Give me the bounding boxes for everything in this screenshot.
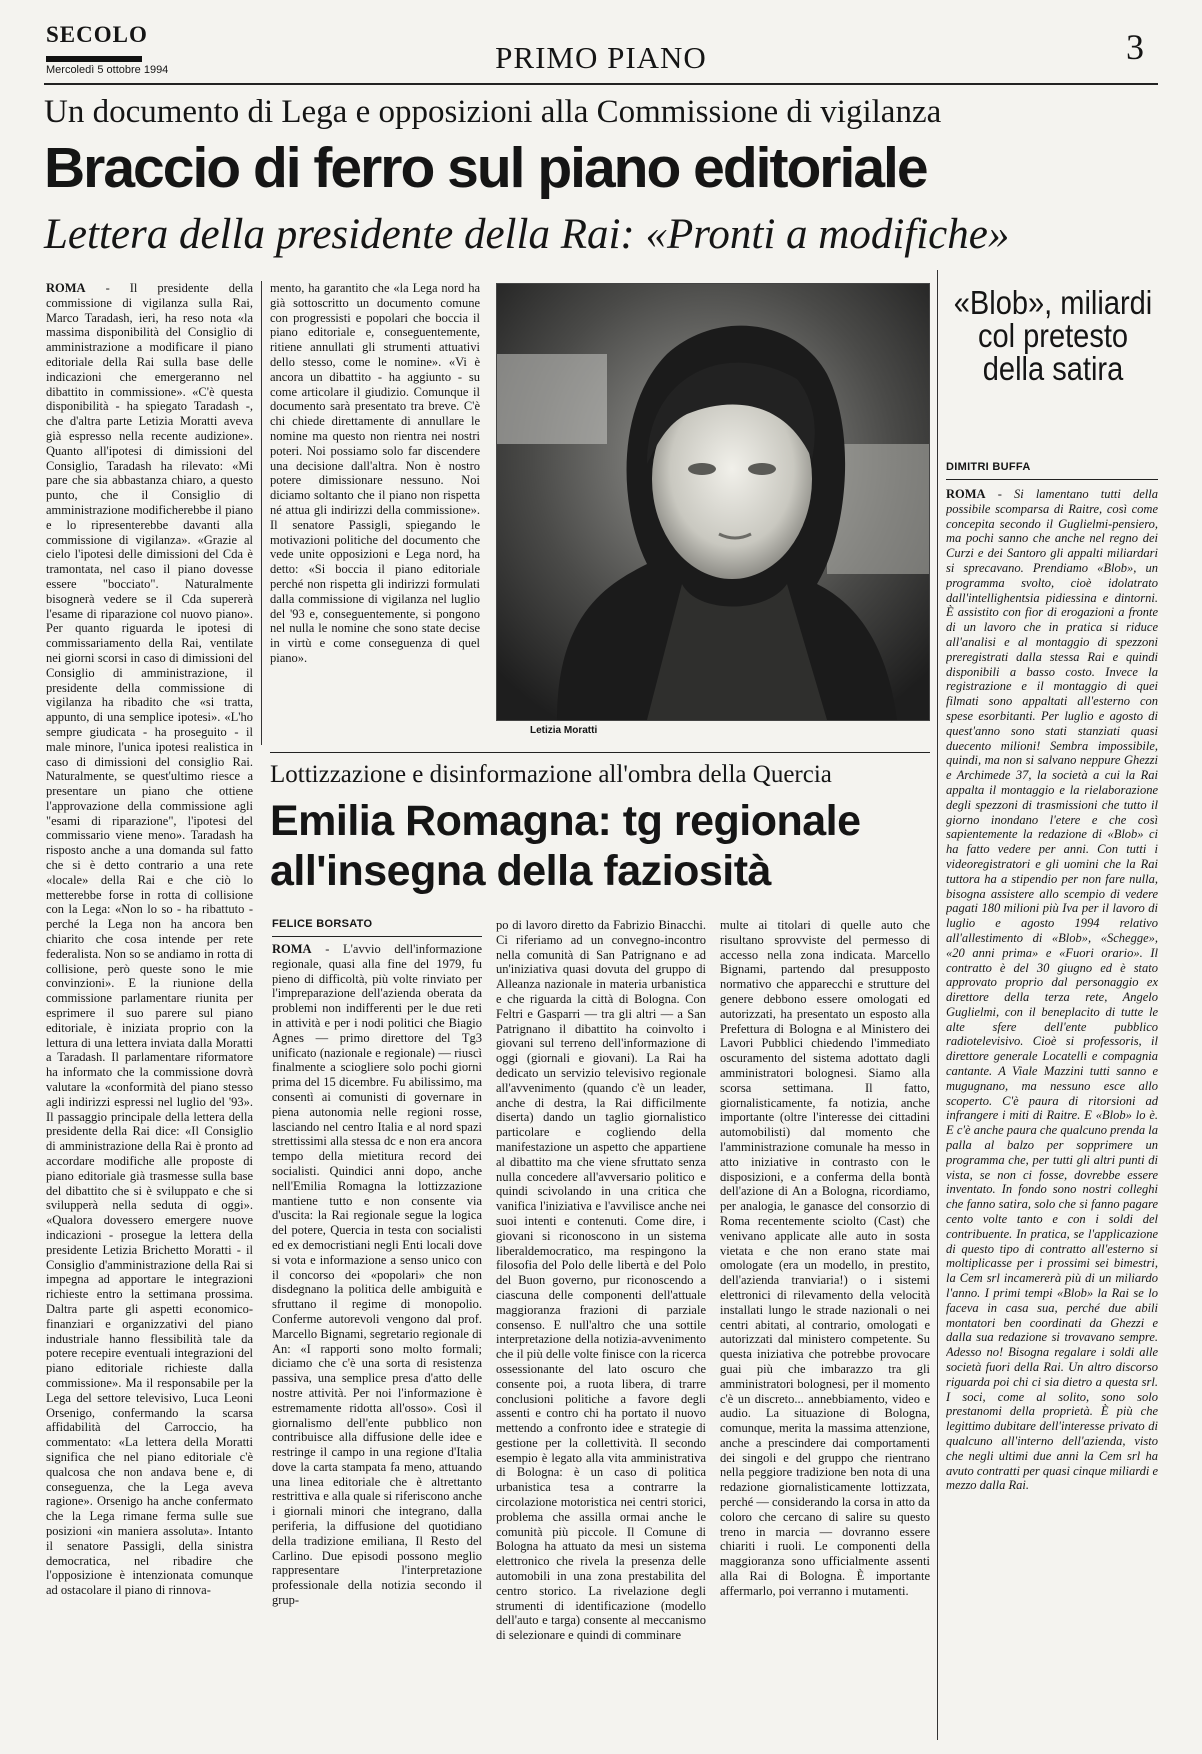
issue-date: Mercoledì 5 ottobre 1994 — [46, 64, 169, 76]
sidebar-dateline: ROMA — [946, 487, 986, 501]
second-byline: FELICE BORSATO — [272, 918, 373, 930]
second-headline: Emilia Romagna: tg regionale all'insegna della faziosità — [270, 797, 861, 895]
second-column-3 — [720, 918, 930, 1742]
main-column-2 — [270, 281, 480, 741]
second-column-1 — [272, 942, 482, 1742]
sidebar-rule — [937, 270, 938, 1740]
masthead-title: SECOLO — [46, 22, 148, 47]
sidebar-column — [946, 487, 1158, 1742]
main-column-1-text: - Il presidente della commissione di vigilanza sulla Rai, Marco Taradash, ieri, ha reso nota «la massima disponibilità del Consiglio di amministrazione a modificare il piano editoriale della Rai sulla base delle indicazioni che emergeranno nel dibattito in commissione». «C'è questa disponibilità - ha spiegato Taradash -, che d'altra parte Letizia Moratti aveva già espresso nella recente audizione». Quanto all'ipotesi di dimissioni del Consiglio, Taradash ha rilevato: «Mi pare che sia abbastanza chiaro, a questo punto, che il Consiglio di amministrazione modificherebbe il piano e lo ripresenterebbe davanti alla commissione di vigilanza». «Grazie al cielo l'ipotesi delle dimissioni del Cda è tramontata, nel caso il piano dovesse essere "bocciato". Naturalmente bisognerà vedere se il Cda supererà l'esame di riparazione col nuovo piano». Per quanto riguarda le ipotesi di commissariamento della Rai, ventilate nei giorni scorsi in caso di dimissioni del Consiglio di amministrazione, il presidente della commissione di vigilanza ha ribadito che «si tratta, appunto, di una semplice ipotesi». «L'ho sempre giudicata - ha proseguito - il male minore, l'unica ipotesi realistica in caso di dimissioni del consiglio Rai. Naturalmente, se quest'ultimo riesce a presentare un piano che ottiene l'approvazione della commissione agli "esami di riparazione", l'ipotesi del commissario viene meno». Taradash ha risposto anche a una domanda sul fatto che si è detto contrario a una rete «locale» della Rai e che ciò lo metterebbe forse in rotta di collisione con la Lega: «Non lo so - ha ribattuto - perché la Lega non ha ancora ben chiarito che cosa intende per rete federalista. Non so se andiamo in rotta di collisione, però queste sono le mie convinzioni». E la riunione della commissione parlamentare riunita per esprimere il suo parere sul piano editoriale, è iniziata proprio con la lettura di una lettera inviata dalla Moratti a Taradash. Il parlamentare riformatore ha informato che la commissione dovrà valutare la «conformità del piano stesso agli indirizzi espressi nel luglio del '93». Il passaggio principale della lettera della presidente della Rai dice: «Il Consiglio di amministrazione della Rai è pronto ad accordare modifiche alle proposte di piano editoriale già trasmesse sulla base del dibattito che si è sviluppato e che si svilupperà nella seduta di oggi». «Qualora dovessero emergere nuove indicazioni - prosegue la lettera della presidente Letizia Brichetto Moratti - il Consiglio d'amministrazione della Rai si impegna ad apportare le integrazioni richieste entro la settimana prossima. Daltra parte gli aspetti economico- finanziari e organizzativi del piano industriale hanno flessibilità tale da potere recepire eventuali integrazioni del piano editoriale richieste dalla commissione». Ma il responsabile per la Lega del settore televisivo, Luca Leoni Orsenigo, confermando la scarsa affidabilità del Carroccio, ha commentato: «La lettera della Moratti significa che nel piano editoriale c'è qualcosa che non andava bene e, di conseguenza, che la Lega aveva ragione». Orsenigo ha anche confermato che la Lega rimane ferma sulle sue posizioni «in maniera assoluta». Intanto il senatore Passigli, della sinistra democratica, nel ribadire che l'opposizione è intenzionata comunque ad ostacolare il piano di rinnova- — [46, 281, 253, 1598]
main-column-1 — [46, 281, 253, 1741]
second-kicker: Lottizzazione e disinformazione all'ombra della Quercia — [270, 761, 832, 788]
main-kicker: Un documento di Lega e opposizioni alla Commissione di vigilanza — [44, 94, 942, 130]
second-column-1-text: - L'avvio dell'informazione regionale, quasi alla fine del 1979, fu pieno di difficoltà, più volte rinviato per l'impreparazione dell'azienda oberata da problemi non indifferenti per le due reti in attività e per i nodi politici che Biagio Agnes — primo direttore del Tg3 unificato (nazionale e regionale) — riuscì finalmente a sciogliere solo pochi giorni prima del 15 dicembre. Fu abilissimo, ma consentì ai comunisti di governare in piena autonomia nelle regioni rosse, lasciando nel centro Italia e al nord spazi strettissimi alla stessa dc e non era ancora tempo della mietitura record dei socialisti. Quindici anni dopo, anche nell'Emilia Romagna la lottizzazione mantiene tutto e non consente via d'uscita: la Rai regionale segue la logica del potere, Quercia in testa con socialisti ed ex democristiani negli Enti locali dove si vota e informazione a senso unico con il concorso dei «popolari» che non disdegnano la politica delle ambiguità e sfruttano il regime di monopolio. Conferme autorevoli vengono dal prof. Marcello Bignami, segretario regionale di An: «I rapporti sono molto formali; diciamo che c'è una sorta di resistenza passiva, una semplice presa d'atto delle nostre attività. Per noi l'informazione è estremamente ridotta all'osso». Così il giornalismo dell'ente pubblico non contribuisce alla diffusione delle idee e restringe il campo in una regione d'Italia dove la carta stampata fa meno, attuando una linea editoriale che è altrettanto restrittiva e alla quale si riferiscono anche i giornali minori che integrano, dalla periferia, la diffusione del quotidiano della tradizione emiliana, Il Resto del Carlino. Due episodi possono meglio rappresentare l'interpretazione professionale della notizia secondo il grup- — [272, 942, 482, 1608]
header-rule — [44, 83, 1158, 85]
portrait-photo — [496, 283, 930, 721]
second-column-3-text: multe ai titolari di quelle auto che risultano sprovviste del permesso di accesso nella zona indicata. Marcello Bignami, partendo dal presupposto normativo che apparecchi e strutture del genere debbono essere omologati ed autorizzati, ha presentato un esposto alla Prefettura di Bologna e al Ministero dei Lavori Pubblici chiedendo l'immediato oscuramento del sistema adottato dagli amministratori bolognesi. Siamo alla scorsa settimana. Il fatto, giornalisticamente, fa notizia, anche importante (oltre l'interesse dei cittadini automobilisti) dal momento che l'amministrazione comunale ha messo in atto iniziative in contrasto con le disposizioni, e a conferma della bontà dell'azione di An a Bologna, ricordiamo, per analogia, le ganasce del consorzio di Roma recentemente sciolto (Cast) che venivano applicate alle auto in sosta vietata e che non erano state mai omologate (era un modello, in prestito, dell'azienda tranviaria!) o i sistemi elettronici di rilevamento della velocità installati lungo le strade nazionali o nei centri abitati, al contrario, omologati e autorizzati dal ministero competente. Su questa iniziativa che potrebbe provocare guai più che imbarazzo tra gli amministratori bolognesi, per il momento c'è un discreto... annebbiamento, video e audio. La situazione di Bologna, comunque, merita la massima attenzione, anche a prescindere dai comportamenti dei singoli e del gruppo che rientrano nella peggiore tradizione ben nota di una redazione giornalisticamente lottizzata, perché — considerando la corsa in atto da coloro che cercano di salire su questo treno in marcia — dovranno essere chiariti i ruoli. Le componenti della maggioranza sono ufficialmente assenti alla Rai di Bologna. È importante affermarlo, poi verranno i mutamenti. — [720, 918, 930, 1598]
photo-caption: Letizia Moratti — [530, 725, 598, 736]
second-column-2 — [496, 918, 706, 1742]
sidebar-text: - Si lamentano tutti della possibile scomparsa di Raitre, così come concepita secondo il Guglielmi-pensiero, ma pochi sanno che anche nel regno dei Curzi e dei Santoro gli appalti miliardari si sprecavano. Prendiamo «Blob», un programma svolto, cioè idolatrato dall'intellighentsia pidiessina e dintorni. È assistito con fior di erogazioni a fronte di un lavoro che in pratica si riduce all'analisi e al montaggio di spezzoni preregistrati dalla stessa Rai e quindi disponibili a basso costo. Invece la registrazione e il montaggio di quei filmati sono appaltati all'esterno con spese esorbitanti. Per luglio e agosto di quest'anno sono stati stanziati quasi duecento milioni! Sembra impossibile, quindi, ma non si salvano neppure Ghezzi e Archimede 37, la società a cui la Rai appalta il montaggio e la rielaborazione degli spezzoni di trasmissioni che tutto il giorno inondano l'etere e che così sapientemente la redazione di «Blob» ci ha fatto vedere per anni. Con tutti i videoregistratori e gli uomini che la Rai tuttora ha a stipendio per non fare nulla, bisogna assistere allo scempio di vedere pagati 180 milioni più Iva per il lavoro di luglio e agosto 1994 relativo all'allestimento di «Blob», «Schegge», «20 anni prima» e «Fuori orario». Il contratto è del 30 giugno ed è stato approvato proprio dal personaggio ex direttore della terza rete, Angelo Guglielmi, con il beneplacito di tutte le alte sfere dell'ente pubblico radiotelevisivo. Cioè si professoris, il direttore generale Locatelli e compagnia cantante. A Viale Mazzini tutti sanno e mugugnano, ma nessuno esce allo scoperto. C'è paura di ritorsioni ad infrangere i miti di Raitre. E «Blob» lo è. E c'è anche paura che qualcuno prenda la palla al balzo per sopprimere un programma che, per tutti gli altri punti di vista, se non ci fosse, dovrebbe essere inventato. In fondo sono nostri colleghi che fanno satira, solo che si fanno pagare cento volte tanto e con i soldi del contribuente. In pratica, se l'applicazione di questo tipo di contratto all'esterno si moltiplicasse per i prossimi sei bimestri, la Cem srl incamererà più di un miliardo l'anno. I primi tempi «Blob» la Rai se lo faceva in casa sua, perché due abili montatori ben coordinati da Ghezzi e dalla sua redazione si trovavano sempre. Adesso no! Bisogna regalare i soldi alle società fuori della Rai. Un altro discorso riguarda poi chi ci sia dietro a questa srl. I soci, come al solito, sono solo prestanomi della proprietà. È più che legittimo dubitare dell'interesse privato di qualcuno all'interno dell'azienda, visto che negli ultimi due anni la Cem srl ha avuto contratti per quasi cinque miliardi e mezzo dalla Rai. — [946, 487, 1158, 1493]
section-title: PRIMO PIANO — [495, 40, 707, 75]
main-subheadline: Lettera della presidente della Rai: «Pronti a modifiche» — [44, 211, 1010, 258]
column-rule — [261, 281, 262, 745]
second-article-rule — [270, 752, 930, 753]
main-column-2-text: mento, ha garantito che «la Lega nord ha già sottoscritto un documento comune con progressisti e popolari che boccia il piano editoriale e, conseguentemente, ritiene annullati gli strumenti attuativi dello stesso, come le nomine». «Vi è ancora un dibattito - ha aggiunto - su come articolare il giudizio. Comunque il documento sarà presentato tra breve. C'è chi chiede direttamente di annullare le nomine ma questo non rientra nei nostri poteri. Noi possiamo solo far discendere una decisione dall'altra. Non è nostro potere dimissionare nessuno. Noi diciamo soltanto che il piano non rispetta né attua gli indirizzi della commissione». Il senatore Passigli, spiegando le motivazioni politiche del documento che vede unite opposizioni e Lega nord, ha detto: «Si boccia il piano editoriale perché non rispetta gli indirizzi formulati dalla commissione di vigilanza nel luglio del '93 e, conseguentemente, si pongono nel nulla le nomine che sono state decise in virtù e come conseguenza di quel piano». — [270, 281, 480, 665]
second-dateline: ROMA — [272, 942, 312, 956]
page-number: 3 — [1126, 27, 1144, 67]
second-byline-rule — [272, 936, 482, 937]
main-dateline: ROMA — [46, 281, 86, 295]
second-column-2-text: po di lavoro diretto da Fabrizio Binacchi. Ci riferiamo ad un convegno-incontro nella comunità di San Patrignano e ad un'iniziativa quasi dovuta del gruppo di Alleanza nazionale in materia urbanistica e che riguarda la città di Bologna. Con Feltri e Gasparri — tra gli altri — a San Patrignano il dibattito ha coinvolto i giovani sul terreno dell'informazione di oggi (giornali e giovani). La Rai ha dedicato un servizio televisivo regionale all'avvenimento (quando c'è un leader, anche di destra, la Rai difficilmente diserta) dando un taglio giornalistico particolare e cogliendo della manifestazione un aspetto che appartiene al dibattito ma che viene sfruttato senza nulla concedere all'avversario politico e quindi scivolando in una critica che vanifica l'iniziativa e l'avvilisce anche nei suoi intenti e contenuti. Come dire, i giovani si riconoscono in un sistema liberaldemocratico, ma respingono la filosofia del Polo delle libertà e del Polo del Buon governo, pur riconoscendo a ciascuna delle componenti dell'attuale maggioranza frazioni di parziale consenso. E null'altro che una sottile interpretazione della notizia-avvenimento che il più delle volte finisce con la ricerca ossessionante del lato oscuro che consente poi, a ruota libera, di trarre conclusioni politiche a favore degli assenti e contro chi ha portato il nuovo mettendo a confronto idee e strategie di gestione per la collettività. Il secondo esempio è legato alla vita amministrativa di Bologna: è un caso di politica urbanistica tesa a contrarre la circolazione motoristica nei centri storici, problema che assilla ormai anche le comunità più piccole. Il Comune di Bologna ha attuato da mesi un sistema elettronico che rivela la presenza delle automobili in una zona prestabilita del centro storico. La rivelazione degli strumenti di identificazione (modello dell'auto e targa) consente al meccanismo di selezionare e quindi di comminare — [496, 918, 706, 1643]
sidebar-byline: DIMITRI BUFFA — [946, 461, 1031, 473]
portrait-illustration — [497, 284, 929, 720]
sidebar-byline-rule — [946, 479, 1158, 480]
main-headline: Braccio di ferro sul piano editoriale — [44, 136, 927, 200]
sidebar-title: «Blob», miliardi col pretesto della satira — [953, 284, 1153, 387]
